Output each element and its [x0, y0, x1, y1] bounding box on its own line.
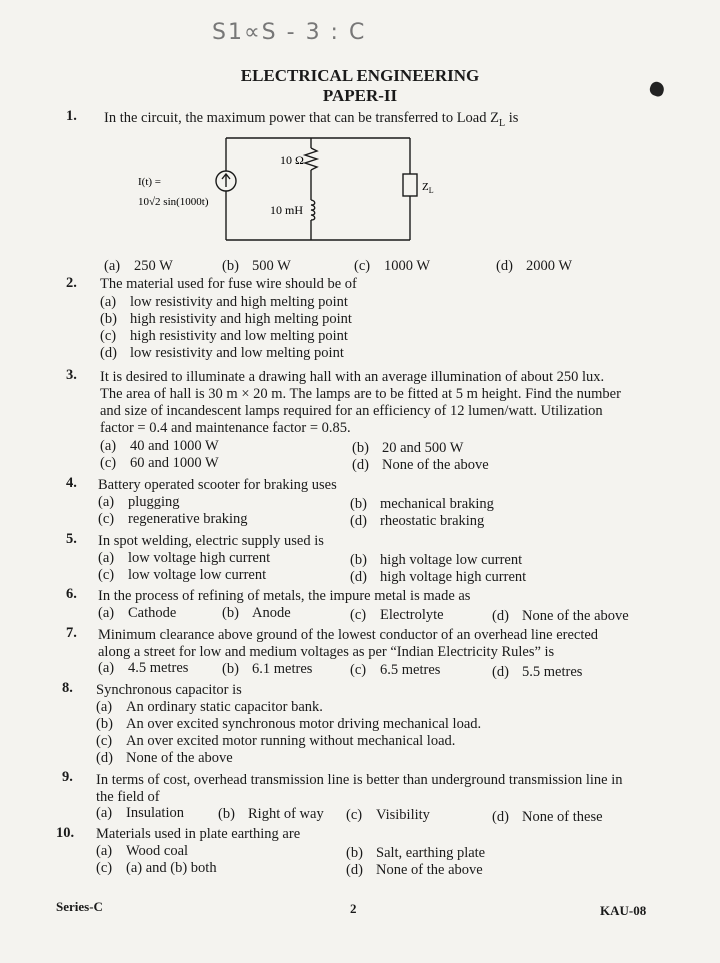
circuit-diagram	[130, 130, 440, 250]
option: (a) low resistivity and high melting point	[100, 294, 348, 310]
option: (b) Salt, earthing plate	[346, 845, 486, 861]
option: (d) 2000 W	[496, 258, 573, 274]
option: (a) Insulation	[96, 805, 184, 821]
option: (d) None of the above	[96, 750, 233, 766]
question-number: 7.	[66, 625, 77, 641]
page-number: 2	[350, 901, 357, 916]
paper-title: ELECTRICAL ENGINEERING	[240, 66, 480, 85]
option: (a) 4.5 metres	[98, 660, 189, 676]
option: (c) 1000 W	[354, 258, 431, 274]
question-text: In spot welding, electric supply used is	[98, 533, 324, 549]
question-number: 6.	[66, 586, 77, 602]
option: (c) 6.5 metres	[350, 662, 441, 678]
handwritten-note: S1∝S - 3 : C	[212, 20, 367, 45]
question-text: The area of hall is 30 m × 20 m. The lamps are to be fitted at 5 m height. Find the number	[100, 386, 621, 402]
question-number: 5.	[66, 531, 77, 547]
question-text: Synchronous capacitor is	[96, 682, 242, 698]
question-text: In the circuit, the maximum power that can be transferred to Load $Z_L$ is	[104, 110, 519, 129]
option: (a) 40 and 1000 W	[100, 438, 219, 454]
option: (d) None of the above	[492, 608, 629, 624]
question-text: the field of	[96, 789, 160, 805]
question-text: The material used for fuse wire should be of	[100, 276, 357, 292]
option: (c) An over excited motor running without mechanical load.	[96, 733, 456, 749]
option: (d) None of the above	[346, 862, 483, 878]
option: (b) mechanical braking	[350, 496, 494, 512]
question-number: 9.	[62, 769, 73, 785]
option: (d) 5.5 metres	[492, 664, 583, 680]
option: (a) plugging	[98, 494, 180, 510]
option: (b) Anode	[222, 605, 291, 621]
option: (b) 6.1 metres	[222, 661, 313, 677]
question-text: Minimum clearance above ground of the lowest conductor of an overhead line erected	[98, 627, 599, 643]
question-text: Materials used in plate earthing are	[96, 826, 301, 842]
question-text: Battery operated scooter for braking uses	[98, 477, 337, 493]
option: (b) 500 W	[222, 258, 291, 274]
load-label: $Z_L$	[422, 181, 434, 195]
option: (a) Cathode	[98, 605, 177, 621]
question-text: In terms of cost, overhead transmission line is better than underground transmission line in	[96, 772, 623, 788]
question-number: 8.	[62, 680, 73, 696]
option: (b) An over excited synchronous motor driving mechanical load.	[96, 716, 482, 732]
inductor-label: 10 mH	[270, 203, 303, 217]
question-text: It is desired to illuminate a drawing hall with an average illumination of about 250 lux.	[100, 369, 605, 385]
question-text: and size of incandescent lamps required for an efficiency of 12 lumen/watt. Utilization	[100, 403, 603, 419]
option: (c) regenerative braking	[98, 511, 248, 527]
option: (c) Visibility	[346, 807, 430, 823]
question-text: In the process of refining of metals, the impure metal is made as	[98, 588, 471, 604]
option: (d) high voltage high current	[350, 569, 527, 585]
option: (c) Electrolyte	[350, 607, 444, 623]
question-text: factor = 0.4 and maintenance factor = 0.85.	[100, 420, 351, 436]
paper-subtitle: PAPER-II	[322, 86, 398, 105]
option: (b) Right of way	[218, 806, 324, 822]
option: (c) (a) and (b) both	[96, 860, 217, 876]
series-label: Series-C	[56, 899, 103, 914]
load-box	[403, 174, 417, 196]
option: (b) high resistivity and high melting point	[100, 311, 352, 327]
paper-code: KAU-08	[600, 903, 647, 918]
option: (a) An ordinary static capacitor bank.	[96, 699, 323, 715]
option: (c) 60 and 1000 W	[100, 455, 219, 471]
question-text: along a street for low and medium voltages as per “Indian Electricity Rules” is	[98, 644, 555, 660]
option: (a) Wood coal	[96, 843, 189, 859]
resistor-label: 10 Ω	[280, 153, 304, 167]
question-number: 4.	[66, 475, 77, 491]
option: (c) low voltage low current	[98, 567, 267, 583]
option: (a) 250 W	[104, 258, 173, 274]
question-number: 2.	[66, 275, 77, 291]
option: (d) low resistivity and low melting point	[100, 345, 344, 361]
question-number: 1.	[66, 108, 77, 124]
option: (c) high resistivity and low melting point	[100, 328, 348, 344]
option: (a) low voltage high current	[98, 550, 271, 566]
question-number: 3.	[66, 367, 77, 383]
option: (d) rheostatic braking	[350, 513, 485, 529]
option: (d) None of these	[492, 809, 603, 825]
option: (d) None of the above	[352, 457, 489, 473]
option: (b) high voltage low current	[350, 552, 523, 568]
source-value: 10√2 sin(1000t)	[138, 196, 209, 208]
option: (b) 20 and 500 W	[352, 440, 464, 456]
source-label: I(t) =	[138, 176, 161, 188]
question-number: 10.	[56, 825, 75, 841]
